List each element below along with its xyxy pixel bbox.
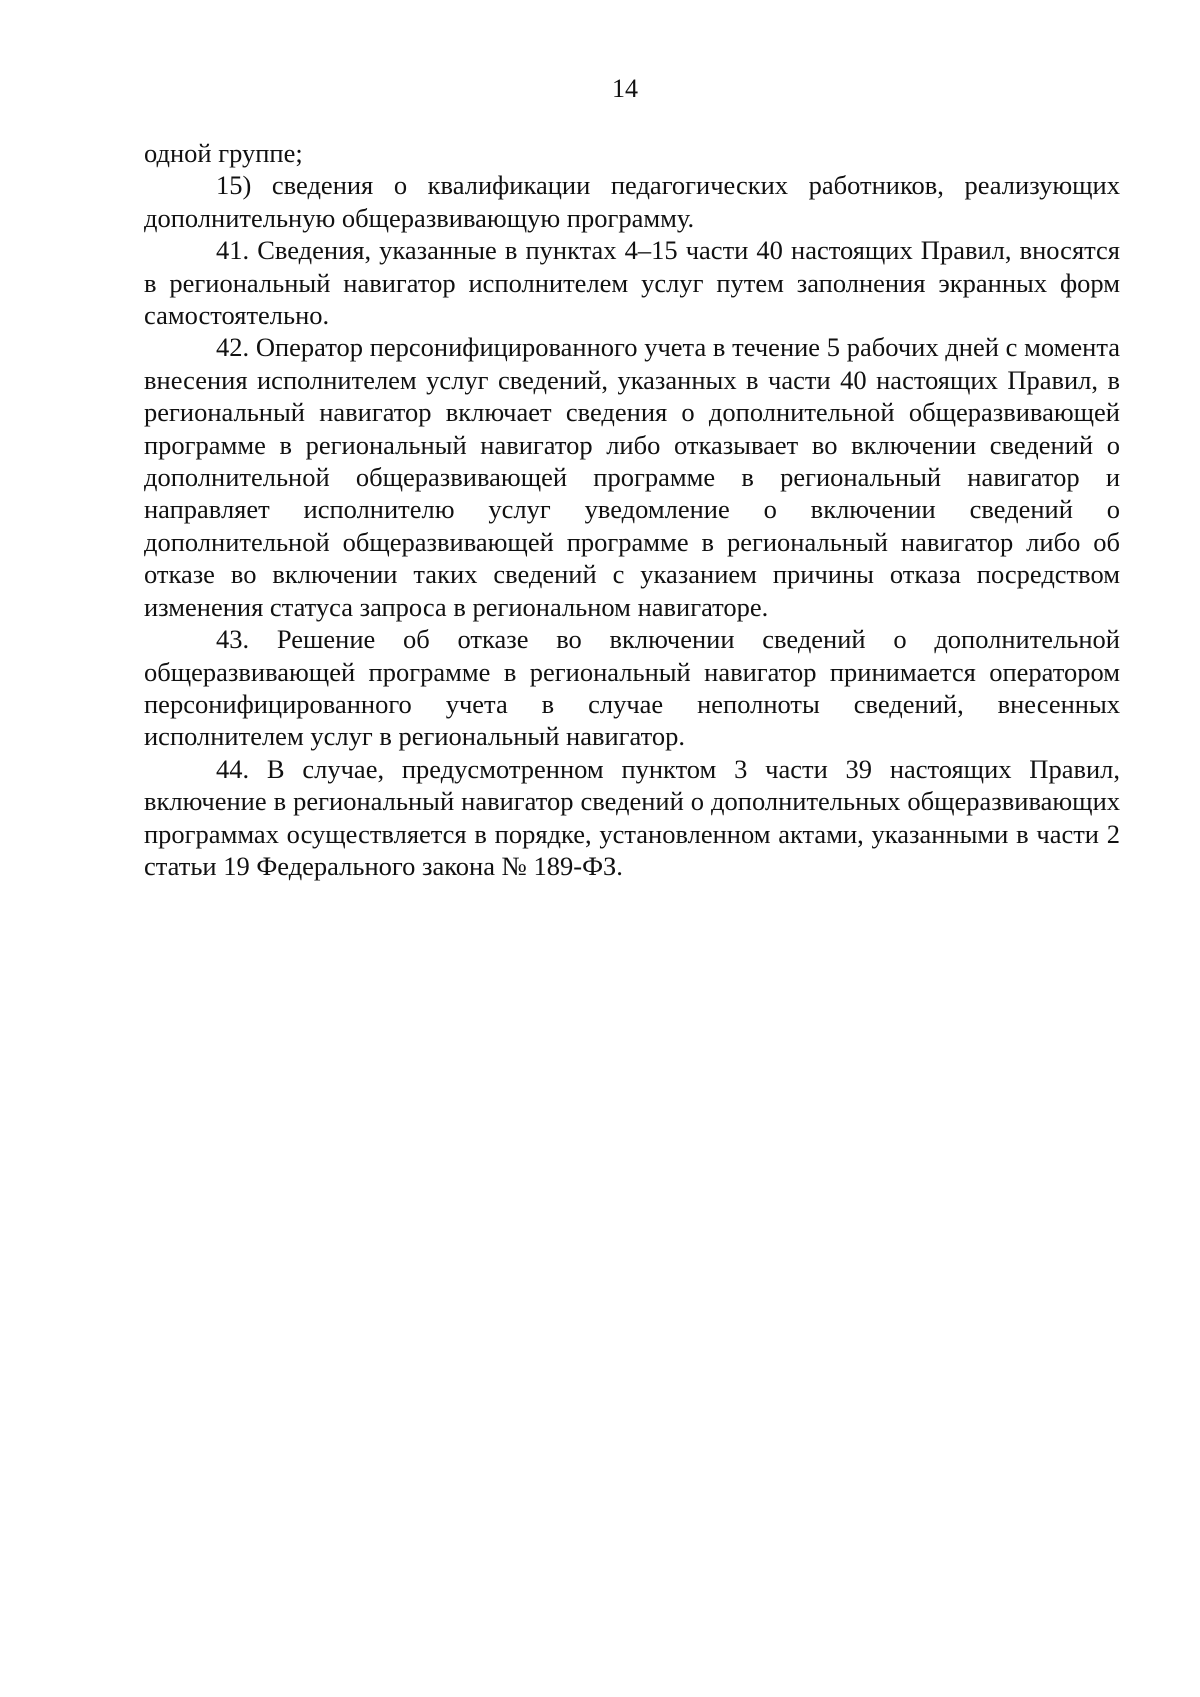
paragraph-41: 41. Сведения, указанные в пунктах 4–15 части 40 настоящих Правил, вносятся в региональный навигатор исполнителем услуг путем заполнения экранных форм самостоятельно. [144,235,1120,331]
document-body [144,137,1120,882]
paragraph-44: 44. В случае, предусмотренном пунктом 3 части 39 настоящих Правил, включение в региональный навигатор сведений о дополнительных общеразвивающих программах осуществляется в порядке, установленном актами, указанными в части 2 статьи 19 Федерального закона № 189-ФЗ. [144,753,1120,881]
paragraph-42: 42. Оператор персонифицированного учета в течение 5 рабочих дней с момента внесения исполнителем услуг сведений, указанных в части 40 настоящих Правил, в региональный навигатор включает сведения о дополнительной общеразвивающей программе в региональный навигатор либо отказывает во включении сведений о дополнительной общеразвивающей программе в региональный навигатор и направляет исполнителю услуг уведомление о включении сведений о дополнительной общеразвивающей программе в региональный навигатор либо об отказе во включении таких сведений с указанием причины отказа посредством изменения статуса запроса в региональном навигаторе. [144,332,1120,622]
paragraph-43: 43. Решение об отказе во включении сведений о дополнительной общеразвивающей программе в региональный навигатор принимается оператором персонифицированного учета в случае неполноты сведений, внесенных исполнителем услуг в региональный навигатор. [144,624,1120,752]
page-number: 14 [612,74,638,103]
paragraph-item-15: 15) сведения о квалификации педагогических работников, реализующих дополнительную общеразвивающую программу. [144,170,1120,233]
paragraph-continuation: одной группе; [144,138,303,168]
